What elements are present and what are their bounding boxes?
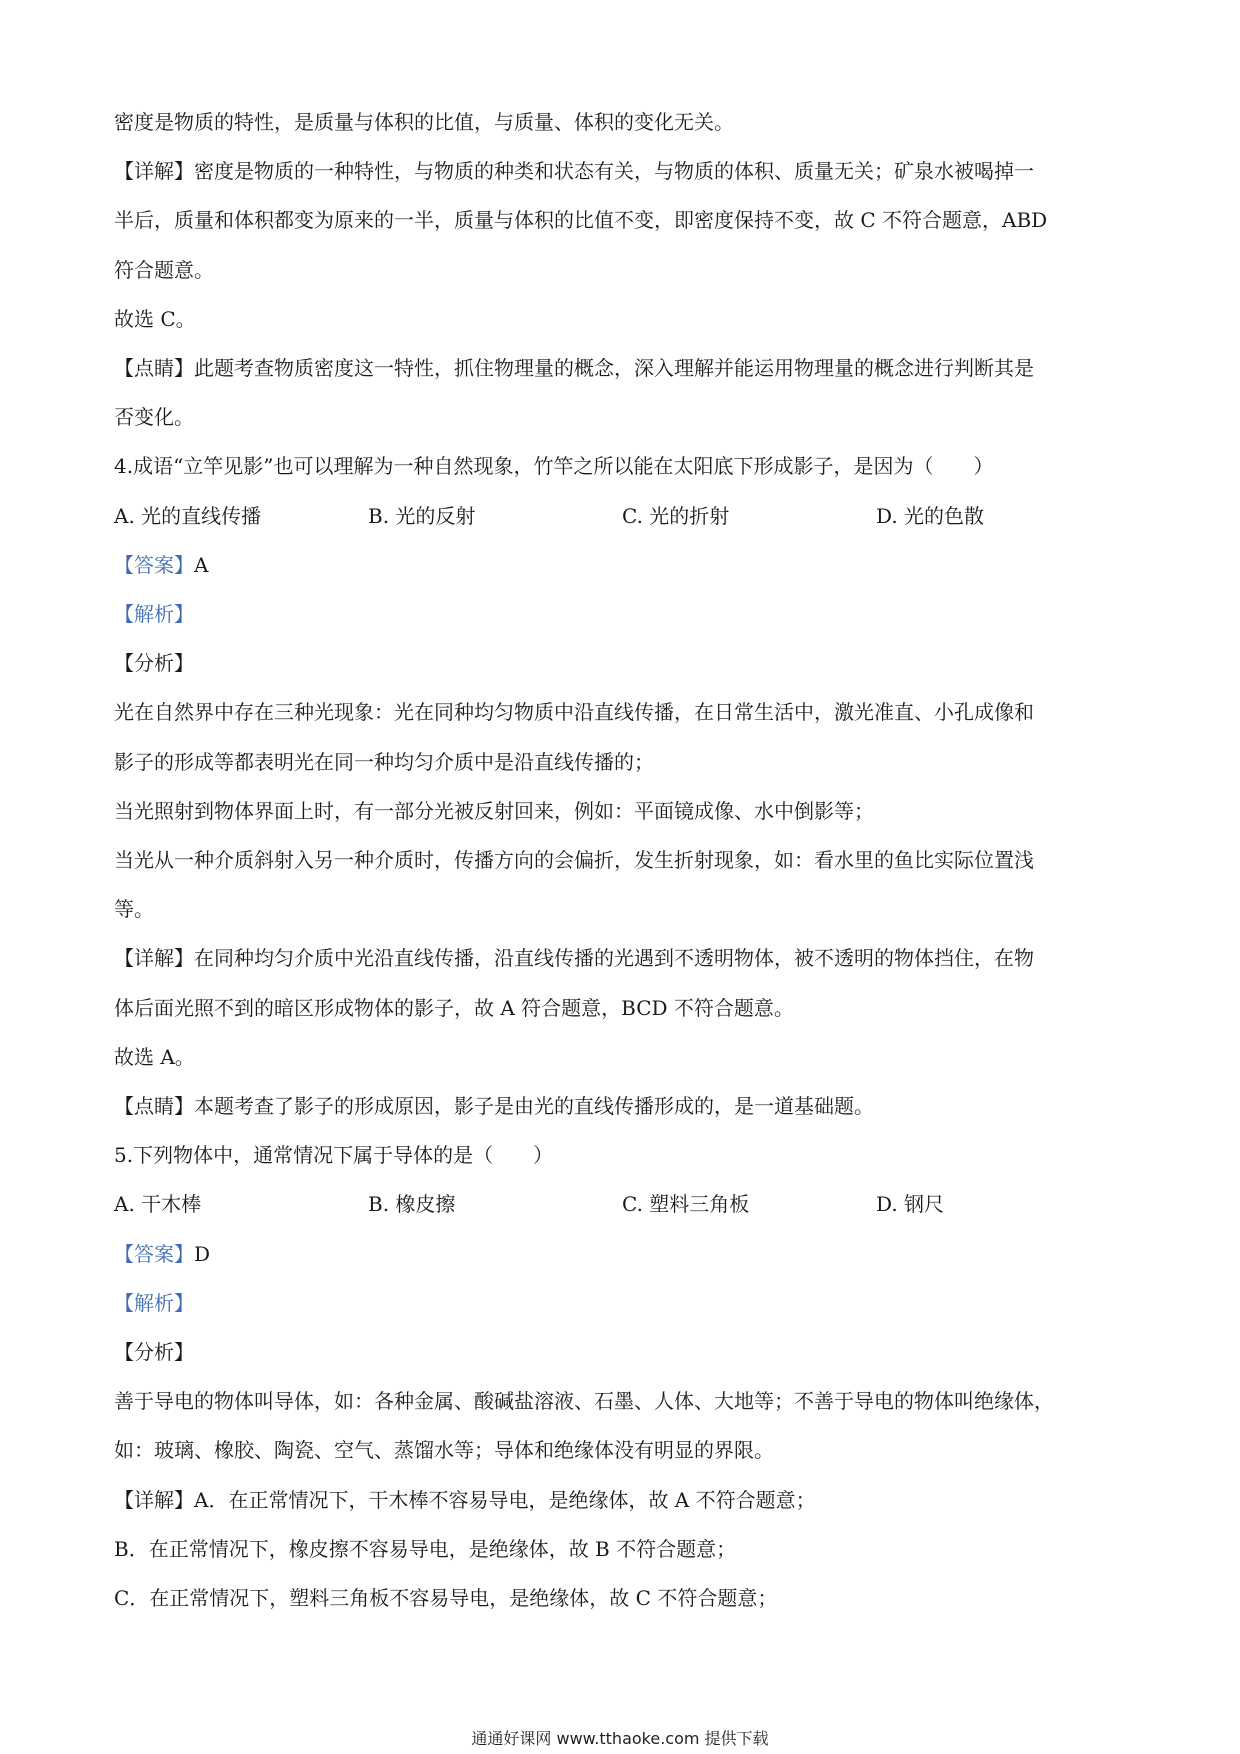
page-content [114, 98, 1134, 1623]
text-line: 体后面光照不到的暗区形成物体的影子，故 A 符合题意，BCD 不符合题意。 [114, 995, 794, 1020]
text-line: 影子的形成等都表明光在同一种均匀介质中是沿直线传播的； [114, 749, 654, 774]
answer-value: A [194, 552, 209, 577]
option-c: C. 光的折射 [622, 503, 730, 528]
answer-tag: 【答案】 [114, 1241, 194, 1266]
question-5-stem: 5.下列物体中，通常情况下属于导体的是（ ） [114, 1143, 554, 1168]
text-line: 符合题意。 [114, 257, 214, 282]
analysis-tag: 【解析】 [114, 602, 194, 627]
question-4-stem: 4.成语“立竿见影”也可以理解为一种自然现象，竹竿之所以能在太阳底下形成影子，是因为（ ） [114, 454, 994, 479]
option-a: A. 干木棒 [114, 1192, 202, 1217]
text-line: 如：玻璃、橡胶、陶瓷、空气、蒸馏水等；导体和绝缘体没有明显的界限。 [114, 1438, 774, 1463]
text-line: B．在正常情况下，橡皮擦不容易导电，是绝缘体，故 B 不符合题意； [114, 1536, 737, 1561]
text-line: 否变化。 [114, 405, 194, 430]
option-d: D. 钢尺 [876, 1192, 945, 1217]
answer-line [114, 541, 1134, 590]
text-line: 当光从一种介质斜射入另一种介质时，传播方向的会偏折，发生折射现象，如：看水里的鱼比实际位置浅 [114, 848, 1034, 873]
note-paragraph: 【点睛】本题考查了影子的形成原因，影子是由光的直线传播形成的，是一道基础题。 [114, 1094, 874, 1119]
answer-value: D [194, 1241, 211, 1266]
note-paragraph: 【点睛】此题考查物质密度这一特性，抓住物理量的概念，深入理解并能运用物理量的概念进行判断其是 [114, 356, 1034, 381]
text-line: 半后，质量和体积都变为原来的一半，质量与体积的比值不变，即密度保持不变，故 C 不符合题意，ABD [114, 208, 1048, 233]
page-footer: 通通好课网 www.tthaoke.com 提供下载 [471, 1729, 769, 1748]
option-d: D. 光的色散 [876, 503, 985, 528]
option-c: C. 塑料三角板 [622, 1192, 750, 1217]
detail-paragraph: 【详解】在同种均匀介质中光沿直线传播，沿直线传播的光遇到不透明物体，被不透明的物体挡住，在物 [114, 946, 1034, 971]
option-b: B. 光的反射 [368, 503, 476, 528]
choice-line: 故选 C。 [114, 306, 196, 331]
detail-paragraph: 【详解】A．在正常情况下，干木棒不容易导电，是绝缘体，故 A 不符合题意； [114, 1487, 816, 1512]
text-line: 善于导电的物体叫导体，如：各种金属、酸碱盐溶液、石墨、人体、大地等；不善于导电的物体叫绝缘体， [114, 1389, 1054, 1414]
text-line: 等。 [114, 897, 154, 922]
fenxi-tag: 【分析】 [114, 651, 194, 676]
choice-line: 故选 A。 [114, 1044, 195, 1069]
analysis-tag: 【解析】 [114, 1290, 194, 1315]
text-line: 光在自然界中存在三种光现象：光在同种均匀物质中沿直线传播，在日常生活中，激光准直、小孔成像和 [114, 700, 1034, 725]
text-line: 当光照射到物体界面上时，有一部分光被反射回来，例如：平面镜成像、水中倒影等； [114, 798, 874, 823]
question-4-options [114, 492, 1134, 541]
answer-line [114, 1230, 1134, 1279]
question-5-options [114, 1180, 1134, 1229]
option-a: A. 光的直线传播 [114, 503, 262, 528]
fenxi-tag: 【分析】 [114, 1340, 194, 1365]
text-line: 密度是物质的特性，是质量与体积的比值，与质量、体积的变化无关。 [114, 110, 734, 134]
detail-paragraph: 【详解】密度是物质的一种特性，与物质的种类和状态有关，与物质的体积、质量无关；矿泉水被喝掉一 [114, 159, 1034, 184]
text-line: C．在正常情况下，塑料三角板不容易导电，是绝缘体，故 C 不符合题意； [114, 1586, 778, 1611]
option-b: B. 橡皮擦 [368, 1192, 456, 1217]
answer-tag: 【答案】 [114, 552, 194, 577]
